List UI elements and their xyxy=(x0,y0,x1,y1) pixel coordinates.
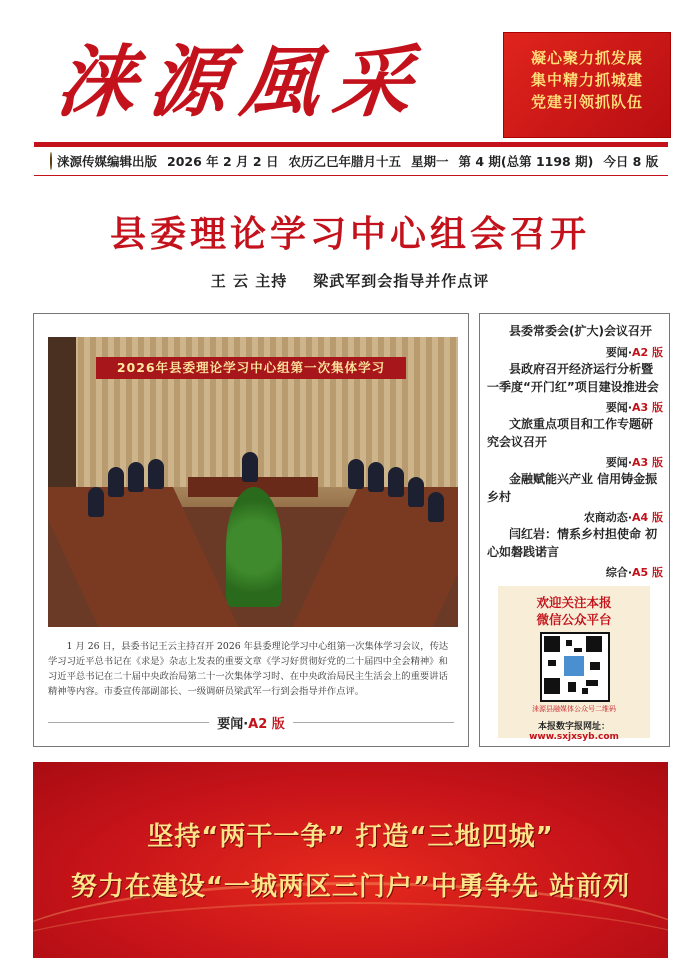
slogan-box xyxy=(503,32,671,138)
photo-banner: 2026年县委理论学习中心组第一次集体学习 xyxy=(96,357,406,379)
weekday: 星期一 xyxy=(410,154,449,169)
wechat-qr-panel xyxy=(498,586,650,742)
subhead-guide: 梁武军到会指导并作点评 xyxy=(313,272,490,290)
qr-title-line2: 微信公众平台 xyxy=(536,612,612,627)
meeting-photo xyxy=(48,337,458,627)
publisher-logo-icon xyxy=(50,152,52,170)
lead-section: 要闻 xyxy=(217,716,244,732)
lead-headline[interactable]: 县委理论学习中心组会召开 xyxy=(109,214,590,255)
subhead-host: 王 云 主持 xyxy=(210,272,288,290)
lead-subhead xyxy=(0,270,700,291)
banner-line-2: 努力在建设“一城两区三门户”中勇争先 站前列 xyxy=(70,872,631,902)
masthead-rule xyxy=(34,142,668,147)
sidebar-item-ref[interactable]: 农商动态·A4 版 xyxy=(583,511,663,524)
qr-note: 涞源县融媒体公众号二维码 xyxy=(532,705,616,713)
sidebar-item-ref[interactable]: 综合·A5 版 xyxy=(605,566,663,579)
issue-info-bar xyxy=(34,151,668,171)
issue-number: 第 4 期(总第 1198 期) xyxy=(458,154,594,169)
sidebar-item-title[interactable]: 文旅重点项目和工作专题研究会议召开 xyxy=(487,417,654,449)
sidebar-item-ref[interactable]: 要闻·A2 版 xyxy=(605,346,663,359)
slogan-line: 集中精力抓城建 xyxy=(530,71,643,89)
sidebar-item-title[interactable]: 县政府召开经济运行分析暨一季度“开门红”项目建设推进会 xyxy=(487,362,659,394)
sidebar-item-title[interactable]: 县委常委会(扩大)会议召开 xyxy=(509,324,652,338)
photo-caption: 1 月 26 日，县委书记王云主持召开 2026 年县委理论学习中心组第一次集体学习会议，传达学习习近平总书记在《求是》杂志上发表的重要文章《学习好贯彻好党的二十届四中全会精神》和习近平总书记在二十届中央政治局第二十一次集体学习时、在中央政治局民主生活会上的重要讲话精神等内容。市委宣传部副部长、一级调研员梁武军一行到会指导并作点评。 xyxy=(48,641,449,697)
sidebar-item-ref[interactable]: 要闻·A3 版 xyxy=(605,401,663,414)
qr-code-icon[interactable] xyxy=(540,632,610,702)
lead-story xyxy=(33,313,469,747)
sidebar-item-ref[interactable]: 要闻·A3 版 xyxy=(605,456,663,469)
slogan-line: 凝心聚力抓发展 xyxy=(530,49,643,67)
info-rule xyxy=(34,175,668,176)
issue-date: 2026 年 2 月 2 日 xyxy=(167,154,279,169)
sidebar-item-title[interactable]: 闫红岩：情系乡村担使命 初心如磐践诺言 xyxy=(487,527,658,559)
slogan-line: 党建引领抓队伍 xyxy=(530,93,643,111)
page-count: 今日 8 版 xyxy=(603,154,659,169)
newspaper-title: 涞源風采 xyxy=(52,37,431,128)
sidebar-index xyxy=(479,313,670,747)
qr-title-line1: 欢迎关注本报 xyxy=(536,595,612,610)
lunar-date: 农历乙巳年腊月十五 xyxy=(288,154,401,169)
digital-edition-url[interactable]: 本报数字报网址：www.sxjxsyb.com xyxy=(529,722,619,742)
lead-page: A2 版 xyxy=(248,716,285,732)
banner-line-1: 坚持“两干一争” 打造“三地四城” xyxy=(147,822,554,852)
slogan-banner xyxy=(33,762,668,958)
publisher: 涞源传媒编辑出版 xyxy=(57,154,158,169)
sidebar-item-title[interactable]: 金融赋能兴产业 信用铸金振乡村 xyxy=(487,472,658,504)
masthead xyxy=(0,0,700,150)
lead-page-link[interactable]: 要闻·A2 版 xyxy=(48,712,454,732)
